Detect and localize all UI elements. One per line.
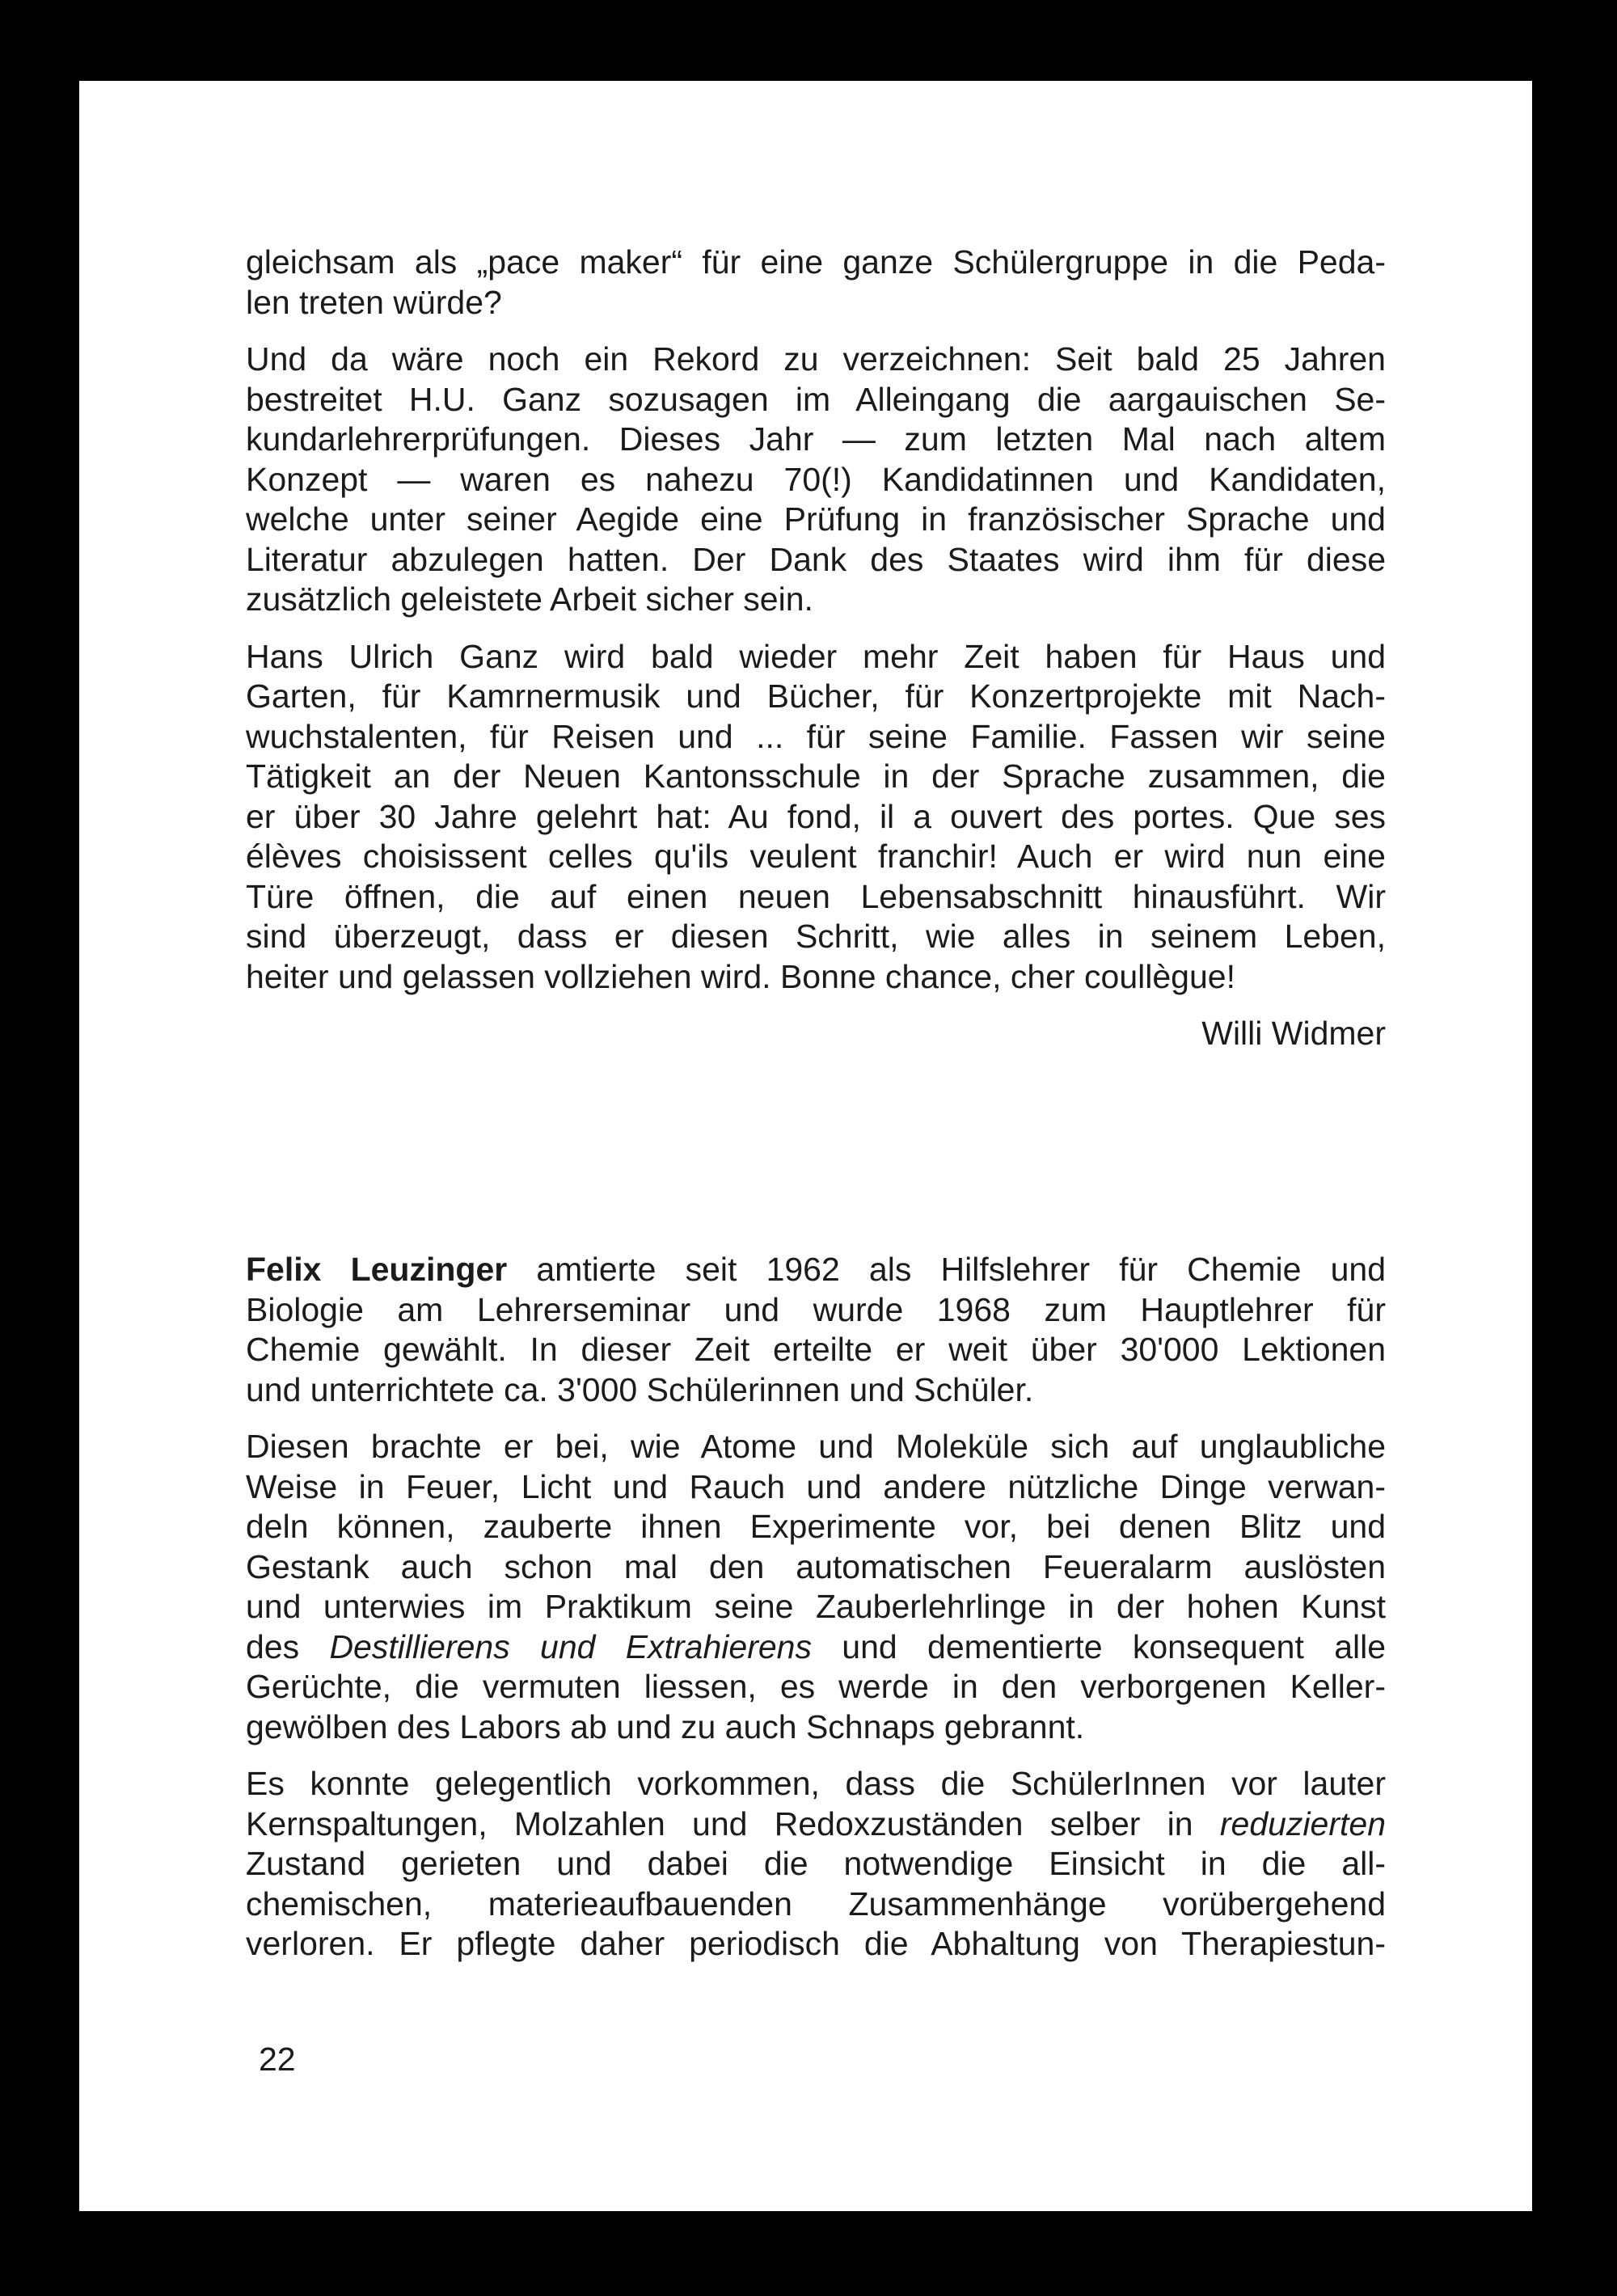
text-segment: Gestank auch schon mal den automatischen Feueralarm auslösten — [246, 1547, 1386, 1585]
text-line — [246, 757, 1386, 797]
text-segment: Es konnte gelegentlich vorkommen, dass die SchülerInnen vor lauter — [246, 1765, 1386, 1802]
text-line — [246, 1667, 1386, 1707]
text-segment: Literatur abzulegen hatten. Der Dank des Staates wird ihm für diese — [246, 540, 1386, 578]
text-line — [246, 540, 1386, 580]
paragraph — [246, 243, 1386, 323]
text-line — [246, 1507, 1386, 1547]
text-segment: sind überzeugt, dass er diesen Schritt, wie alles in seinem Leben, — [246, 918, 1386, 955]
italic-text: reduzierten — [1219, 1804, 1386, 1842]
text-line — [246, 1804, 1386, 1845]
text-segment: Garten, für Kamrnermusik und Bücher, für Konzertprojekte mit Nach- — [246, 677, 1386, 715]
paragraph — [246, 1427, 1386, 1747]
article-section-ganz — [246, 243, 1386, 1054]
text-line — [246, 717, 1386, 758]
text-segment: gleichsam als „pace maker“ für eine ganze Schülergruppe in die Peda- — [246, 243, 1386, 281]
text-segment: Türe öffnen, die auf einen neuen Lebensabschnitt hinausführt. Wir — [246, 877, 1386, 915]
text-line — [246, 283, 1386, 323]
text-line — [246, 797, 1386, 838]
text-line — [246, 637, 1386, 677]
article-section-leuzinger — [246, 1250, 1386, 1982]
text-segment: verloren. Er pflegte daher periodisch die Abhaltung von Therapiestun- — [246, 1925, 1386, 1962]
text-line — [246, 500, 1386, 540]
text-segment: Chemie gewählt. In dieser Zeit erteilte er weit über 30'000 Lektionen — [246, 1331, 1386, 1368]
text-segment: len treten würde? — [246, 283, 502, 321]
text-segment: des — [246, 1627, 330, 1665]
text-segment: und unterwies im Praktikum seine Zauberlehrlinge in der hohen Kunst — [246, 1588, 1386, 1625]
text-line — [246, 917, 1386, 957]
text-line — [246, 1290, 1386, 1331]
text-line — [246, 1370, 1386, 1411]
text-line — [246, 1764, 1386, 1804]
text-segment: Tätigkeit an der Neuen Kantonsschule in der Sprache zusammen, die — [246, 758, 1386, 795]
text-segment: welche unter seiner Aegide eine Prüfung in französischer Sprache und — [246, 500, 1386, 538]
bold-name: Felix Leuzinger — [246, 1251, 508, 1288]
text-line — [246, 1467, 1386, 1508]
text-line — [246, 677, 1386, 717]
paragraph — [246, 637, 1386, 998]
text-segment: bestreitet H.U. Ganz sozusagen im Alleingang die aargauischen Se- — [246, 380, 1386, 418]
page-number: 22 — [259, 2041, 296, 2078]
paragraph — [246, 1764, 1386, 1965]
text-segment: gewölben des Labors ab und zu auch Schnaps gebrannt. — [246, 1707, 1085, 1745]
text-line — [246, 957, 1386, 998]
document-page — [79, 81, 1532, 2211]
text-line — [246, 580, 1386, 620]
text-segment: élèves choisissent celles qu'ils veulent franchir! Auch er wird nun eine — [246, 838, 1386, 875]
paragraph — [246, 340, 1386, 620]
text-line — [246, 1924, 1386, 1965]
text-line — [246, 380, 1386, 420]
text-segment: chemischen, materieaufbauenden Zusammenhänge vorübergehend — [246, 1884, 1386, 1922]
text-segment: wuchstalenten, für Reisen und ... für seine Familie. Fassen wir seine — [246, 717, 1386, 755]
text-line — [246, 877, 1386, 918]
text-line — [246, 1707, 1386, 1748]
text-line — [246, 243, 1386, 283]
paragraph — [246, 1250, 1386, 1410]
text-segment: Weise in Feuer, Licht und Rauch und andere nützliche Dinge verwan- — [246, 1467, 1386, 1505]
text-line — [246, 420, 1386, 460]
author-signature: Willi Widmer — [1201, 1015, 1386, 1052]
text-line — [246, 1427, 1386, 1467]
text-segment: Konzept — waren es nahezu 70(!) Kandidatinnen und Kandidaten, — [246, 460, 1386, 498]
text-segment: und dementierte konsequent alle — [811, 1627, 1387, 1665]
text-line — [246, 1884, 1386, 1925]
text-segment: Zustand gerieten und dabei die notwendige Einsicht in die all- — [246, 1845, 1386, 1882]
text-segment: Und da wäre noch ein Rekord zu verzeichnen: Seit bald 25 Jahren — [246, 340, 1386, 378]
text-segment: Hans Ulrich Ganz wird bald wieder mehr Zeit haben für Haus und — [246, 637, 1386, 675]
text-segment: Gerüchte, die vermuten liessen, es werde in den verborgenen Keller- — [246, 1668, 1386, 1705]
text-segment: Diesen brachte er bei, wie Atome und Moleküle sich auf unglaubliche — [246, 1428, 1386, 1465]
text-segment: deln können, zauberte ihnen Experimente vor, bei denen Blitz und — [246, 1508, 1386, 1545]
text-segment: amtierte seit 1962 als Hilfslehrer für Chemie und — [507, 1251, 1387, 1288]
text-line — [246, 1627, 1386, 1668]
text-line — [246, 1250, 1386, 1290]
text-segment: Kernspaltungen, Molzahlen und Redoxzuständen selber in — [246, 1804, 1220, 1842]
text-segment: kundarlehrerprüfungen. Dieses Jahr — zum letzten Mal nach altem — [246, 420, 1386, 458]
text-segment: Biologie am Lehrerseminar und wurde 1968 zum Hauptlehrer für — [246, 1290, 1386, 1328]
text-segment: zusätzlich geleistete Arbeit sicher sein. — [246, 580, 813, 618]
text-line — [246, 1587, 1386, 1627]
text-line — [246, 1330, 1386, 1370]
text-segment: er über 30 Jahre gelehrt hat: Au fond, il a ouvert des portes. Que ses — [246, 797, 1386, 835]
text-segment: und unterrichtete ca. 3'000 Schülerinnen und Schüler. — [246, 1370, 1034, 1408]
text-line — [246, 1844, 1386, 1884]
text-line — [246, 340, 1386, 380]
text-line — [246, 837, 1386, 877]
text-segment: heiter und gelassen vollziehen wird. Bonne chance, cher coullègue! — [246, 957, 1235, 995]
italic-text: Destillierens und Extrahierens — [329, 1627, 812, 1665]
text-line — [246, 460, 1386, 500]
text-line — [246, 1547, 1386, 1588]
